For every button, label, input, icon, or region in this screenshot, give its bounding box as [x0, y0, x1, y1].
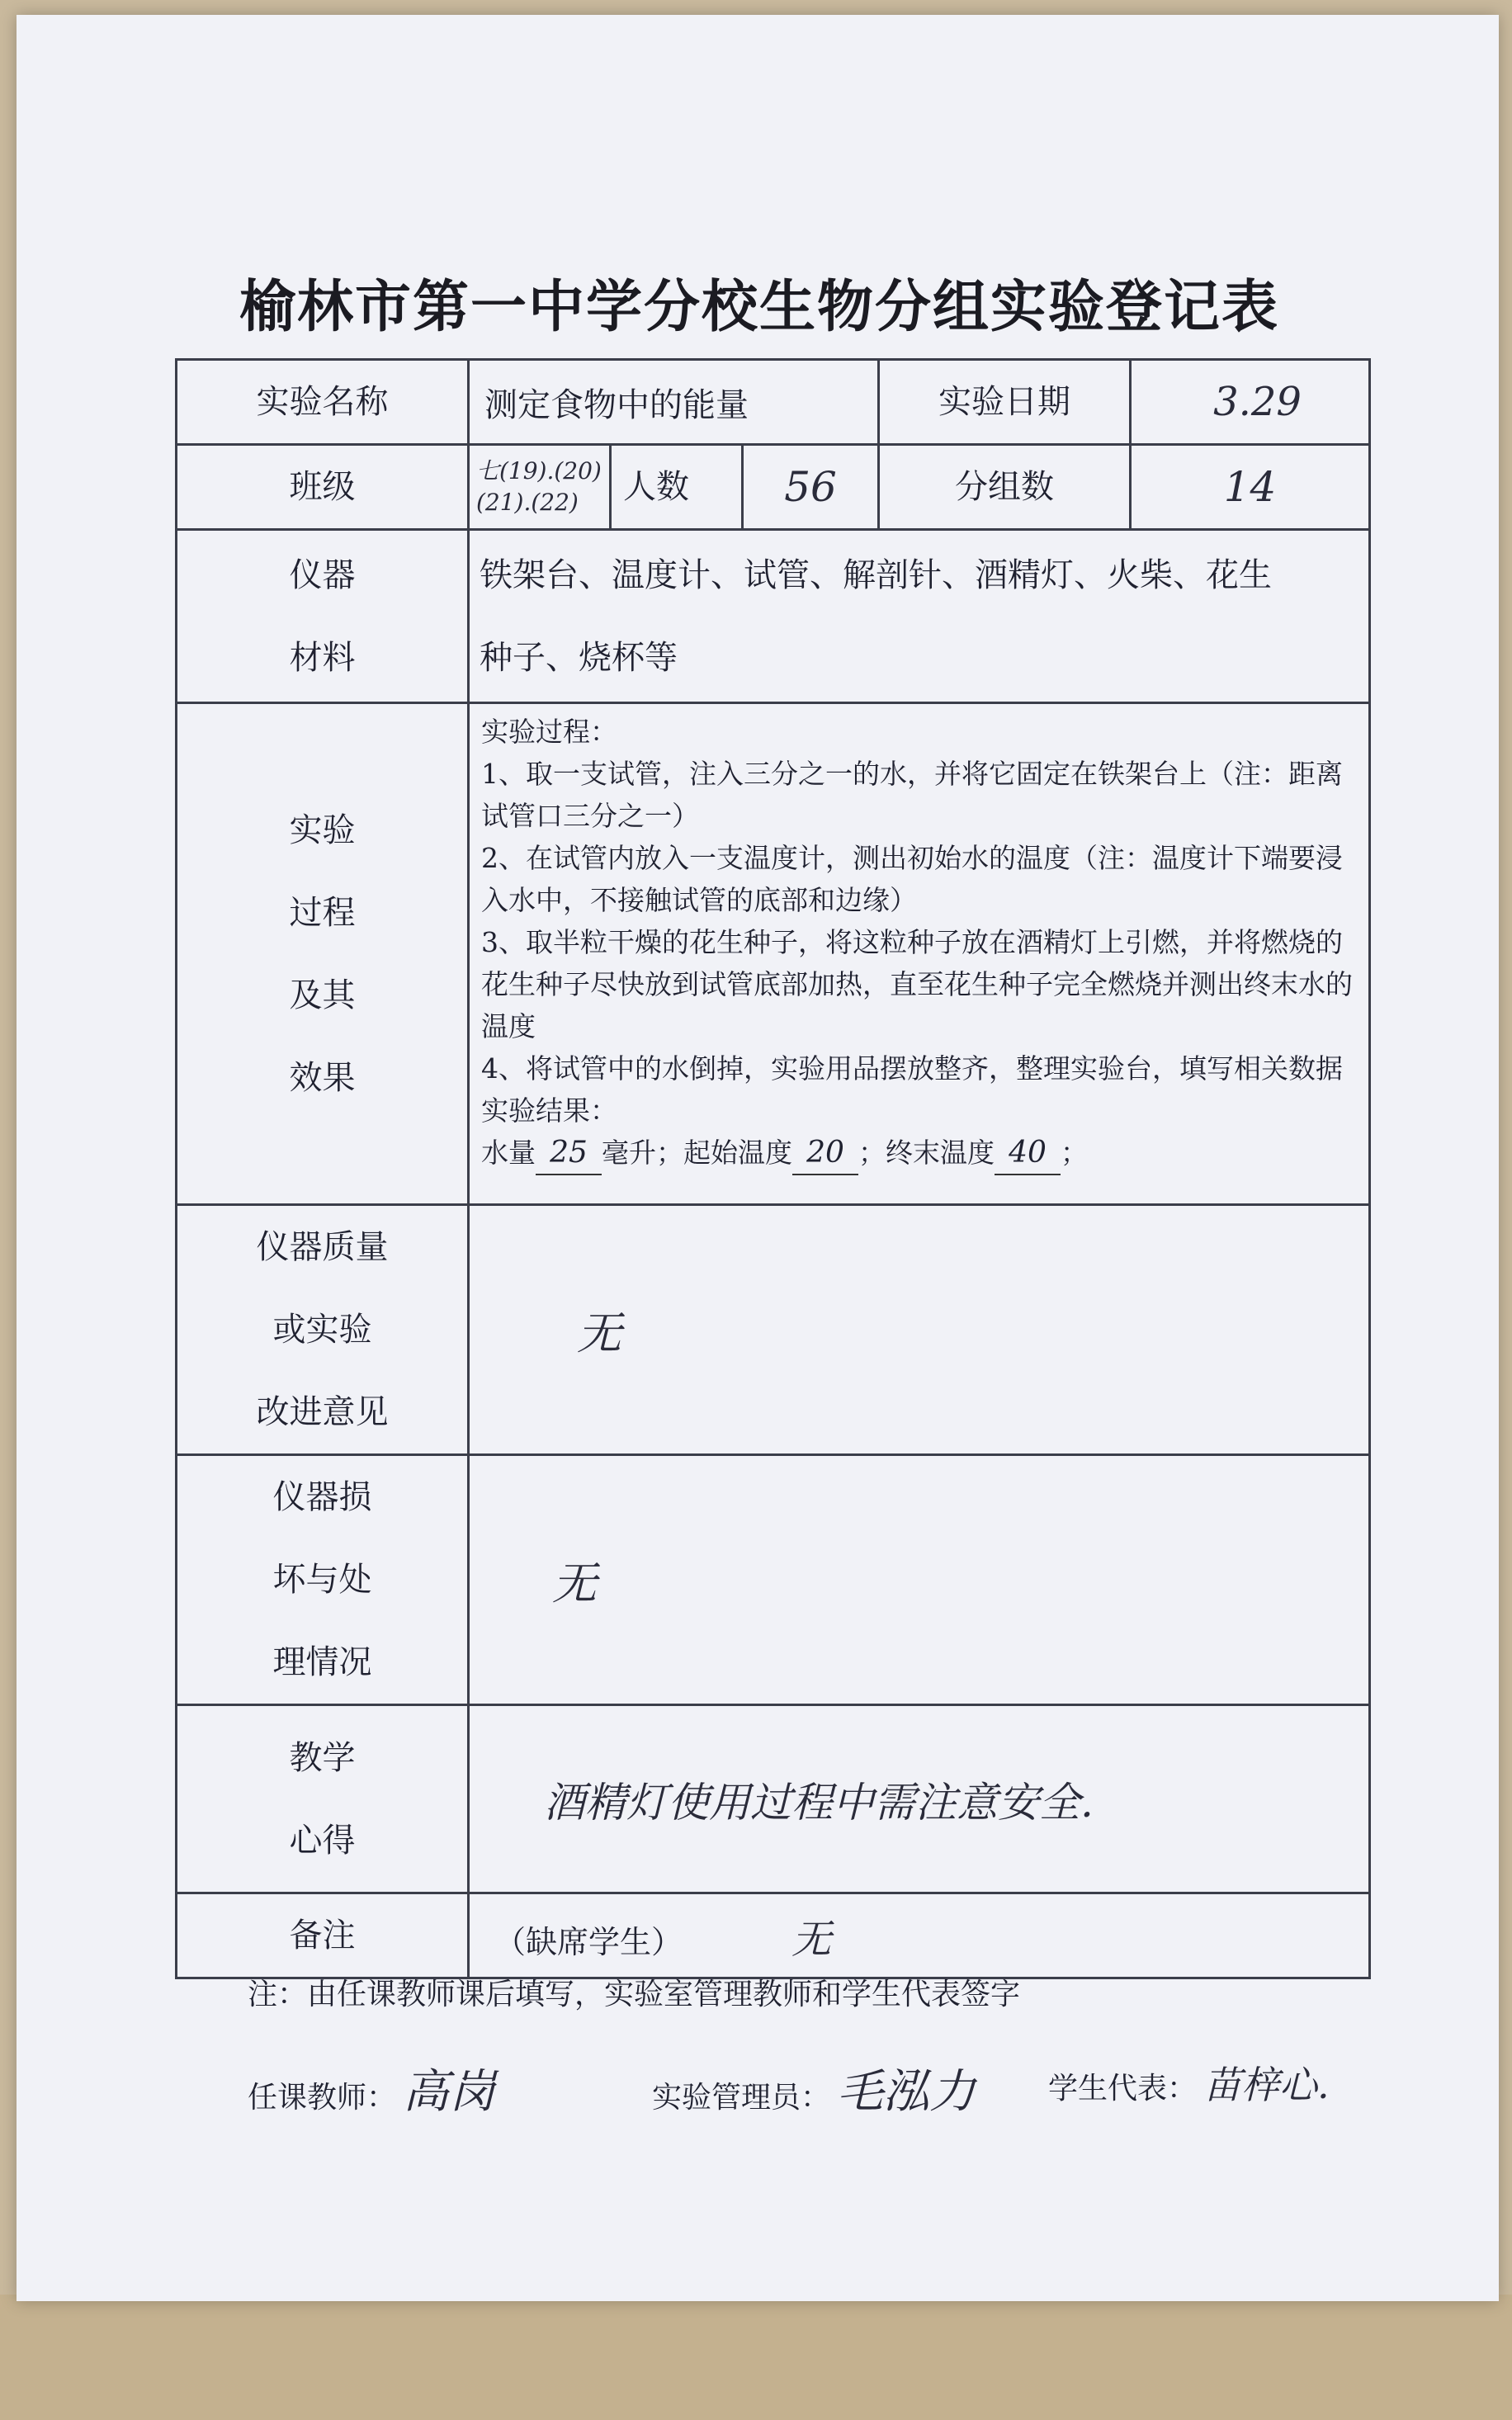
process-heading: 实验过程： — [481, 716, 617, 748]
table-row — [177, 1205, 1370, 1455]
quality-label-line-1: 仪器质量 — [256, 1228, 389, 1266]
class-value-line-1: 七(19).(20) — [476, 457, 602, 484]
admin-signature — [652, 2055, 976, 2121]
start-temp-value: 20 — [792, 1132, 858, 1175]
admin-label: 实验管理员： — [652, 2081, 831, 2115]
process-step-2: 2、在试管内放入一支温度计，测出初始水的温度（注：温度计下端要浸入水中，不接触试管的底部和边缘） — [481, 842, 1343, 916]
result-line — [481, 1132, 1357, 1175]
damage-label-line-3: 理情况 — [272, 1643, 372, 1681]
water-unit-start-temp-label: 毫升；起始温度 — [602, 1137, 792, 1169]
quality-label-line-2: 或实验 — [272, 1311, 372, 1349]
water-volume-value: 25 — [536, 1132, 602, 1175]
result-heading: 实验结果： — [481, 1094, 617, 1127]
student-count-label: 人数 — [611, 445, 743, 530]
remarks-label: 备注 — [177, 1893, 469, 1978]
instruments-label-line-2: 材料 — [289, 638, 356, 677]
instruments-label-line-1: 仪器 — [289, 555, 356, 594]
teaching-label-line-2: 心得 — [289, 1821, 356, 1860]
process-step-1: 1、取一支试管，注入三分之一的水，并将它固定在铁架台上（注：距离试管口三分之一） — [481, 758, 1343, 832]
table-row — [177, 445, 1370, 530]
absent-students-label: （缺席学生） — [494, 1923, 683, 1960]
process-label-line-1: 实验 — [289, 811, 356, 849]
damage-label — [177, 1455, 469, 1705]
table-surface — [0, 2295, 1512, 2420]
form-title: 榆林市第一中学分校生物分组实验登记表 — [239, 274, 1279, 340]
experiment-name-label: 实验名称 — [177, 360, 469, 445]
teaching-value: 酒精灯使用过程中需注意安全. — [469, 1705, 1370, 1893]
teacher-signature-value: 高岗 — [403, 2065, 496, 2119]
teacher-label: 任课教师： — [248, 2081, 397, 2115]
admin-signature-value: 毛泓力 — [837, 2065, 976, 2119]
student-signature — [1048, 2055, 1330, 2110]
student-signature-value: 苗梓心. — [1203, 2063, 1330, 2107]
experiment-date-value: 3.29 — [1131, 360, 1370, 445]
damage-label-line-2: 坏与处 — [272, 1561, 372, 1599]
registration-table — [175, 358, 1371, 1979]
class-label: 班级 — [177, 445, 469, 530]
table-row — [177, 360, 1370, 445]
student-count-value: 56 — [743, 445, 879, 530]
process-label-line-2: 过程 — [289, 893, 356, 932]
experiment-date-label: 实验日期 — [879, 360, 1131, 445]
instruments-value — [469, 530, 1370, 703]
end-temp-label: ；终末温度 — [858, 1137, 995, 1169]
student-label: 学生代表： — [1048, 2072, 1198, 2106]
quality-value: 无 — [469, 1205, 1370, 1455]
process-content — [469, 703, 1370, 1205]
teaching-label — [177, 1705, 469, 1893]
instruments-value-line-2: 种子、烧杯等 — [480, 638, 678, 677]
process-label — [177, 703, 469, 1205]
water-label: 水量 — [481, 1137, 536, 1169]
teaching-label-line-1: 教学 — [289, 1738, 356, 1777]
quality-label-line-3: 改进意见 — [256, 1393, 389, 1431]
instruments-value-line-1: 铁架台、温度计、试管、解剖针、酒精灯、火柴、花生 — [480, 555, 1272, 594]
experiment-name-value: 测定食物中的能量 — [469, 360, 879, 445]
table-row — [177, 703, 1370, 1205]
process-label-line-3: 及其 — [289, 976, 356, 1014]
class-value-line-2: (21).(22) — [476, 489, 579, 516]
group-count-value: 14 — [1131, 445, 1370, 530]
end-suffix: ； — [1061, 1137, 1088, 1169]
process-step-4: 4、将试管中的水倒掉，实验用品摆放整齐，整理实验台，填写相关数据 — [481, 1052, 1343, 1085]
damage-label-line-1: 仪器损 — [272, 1478, 372, 1516]
process-step-3: 3、取半粒干燥的花生种子，将这粒种子放在酒精灯上引燃，并将燃烧的花生种子尽快放到试管底部加热，直至花生种子完全燃烧并测出终末水的温度 — [481, 926, 1353, 1042]
table-row — [177, 1893, 1370, 1978]
footer-note: 注：由任课教师课后填写，实验室管理教师和学生代表签字 — [248, 1978, 1021, 2011]
end-temp-value: 40 — [995, 1132, 1061, 1175]
table-row — [177, 530, 1370, 703]
class-value — [469, 445, 611, 530]
table-row — [177, 1705, 1370, 1893]
process-label-line-4: 效果 — [289, 1058, 356, 1097]
damage-value: 无 — [469, 1455, 1370, 1705]
quality-label — [177, 1205, 469, 1455]
absent-students-value: 无 — [791, 1916, 832, 1963]
table-row — [177, 1455, 1370, 1705]
remarks-value — [469, 1893, 1370, 1978]
instruments-label — [177, 530, 469, 703]
teacher-signature — [248, 2055, 495, 2121]
group-count-label: 分组数 — [879, 445, 1131, 530]
